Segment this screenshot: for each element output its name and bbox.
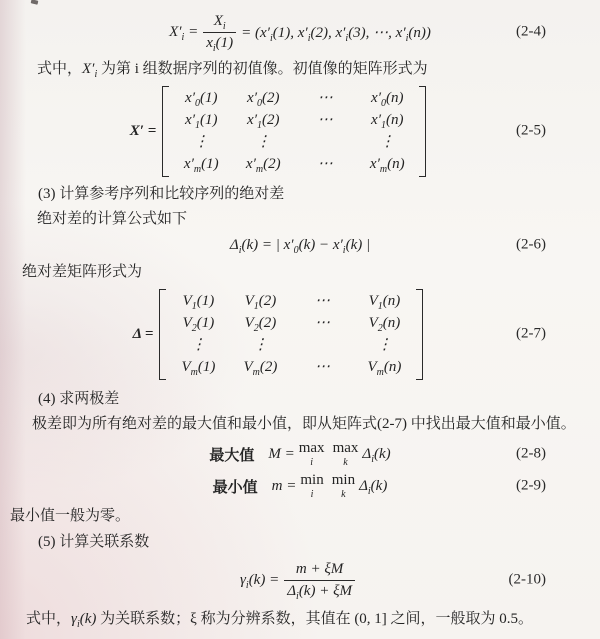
paragraph-abs-formula: 绝对差的计算公式如下: [37, 211, 188, 227]
matrix-cell: ⋮: [255, 133, 271, 150]
matrix-cell: ⋯: [314, 292, 330, 309]
left-bracket: [159, 289, 166, 380]
paragraph-text: 为关联系数；ξ 称为分辨系数，其值在 (0, 1] 之间，一般取为 0.5。: [96, 611, 534, 627]
operator: min: [300, 471, 324, 488]
paragraph-text: 为第 i 组数据序列的初值像。初值像的矩阵形式为: [97, 61, 428, 77]
equation-label: (2-7): [516, 325, 546, 342]
max-operator-k: [333, 441, 359, 468]
matrix-cell: $V_2(2)$: [244, 314, 277, 334]
matrix-grid: [173, 289, 409, 380]
operator-limit: k: [343, 456, 348, 468]
eq210-denominator: $\Delta_i(k) + \xi M$: [284, 580, 355, 601]
max-keyword: 最大值: [209, 447, 255, 464]
equation-2-4: [0, 9, 600, 55]
inline-math: $X'_i$: [82, 61, 98, 80]
eq24-lhs: $X'_i$ =: [169, 23, 199, 43]
left-bracket: [162, 86, 169, 177]
matrix-cell: $V_1(1)$: [182, 292, 215, 312]
equation-2-8: [0, 438, 600, 470]
paragraph-text: 式中，: [26, 611, 72, 627]
scan-artifact: [31, 0, 39, 5]
matrix-cell: ⋮: [376, 336, 392, 353]
equation-2-9: [0, 470, 600, 502]
max-operator-i: [299, 441, 325, 468]
section-heading-5: (5) 计算关联系数: [38, 534, 150, 550]
eq29-arg: $\Delta_i(k)$: [359, 477, 388, 497]
eq26-body: $\Delta_i(k)$ = | $x'_0(k) - x'_i(k)$ |: [229, 236, 371, 256]
section-heading-3: (3) 计算参考序列和比较序列的绝对差: [38, 186, 285, 202]
eq25-matrix: [162, 86, 426, 177]
matrix-cell: $x'_m(1)$: [183, 155, 219, 175]
matrix-cell: $V_m(1)$: [181, 358, 216, 378]
paragraph-zero: 最小值一般为零。: [10, 508, 131, 524]
eq24-numerator: $X_i$: [213, 12, 226, 32]
operator-limit: k: [341, 488, 346, 500]
matrix-cell: ⋮: [252, 336, 268, 353]
equation-label: (2-10): [508, 571, 546, 588]
eq28-pre: M =: [268, 445, 295, 462]
equation-label: (2-4): [516, 23, 546, 40]
equation-2-7: [0, 285, 578, 383]
min-operator-i: [300, 473, 323, 500]
paragraph-text: 式中，: [37, 61, 83, 77]
matrix-cell: ⋮: [190, 336, 206, 353]
operator-limit: i: [310, 456, 314, 468]
min-operator-k: [332, 473, 355, 500]
eq25-lhs: X′ =: [129, 122, 157, 139]
matrix-cell: $V_m(2)$: [243, 358, 278, 378]
matrix-grid: [176, 86, 412, 177]
matrix-cell: ⋯: [314, 314, 330, 331]
equation-2-10: [0, 556, 600, 604]
matrix-cell: $x'_1(2)$: [247, 111, 280, 131]
eq29-pre: m =: [271, 477, 297, 494]
inline-math: $\gamma_i(k)$: [71, 611, 97, 630]
equation-label: (2-8): [516, 445, 546, 462]
matrix-cell: $x'_0(n)$: [371, 89, 404, 109]
eq210-numerator: m + ξM: [295, 560, 344, 577]
operator: max: [332, 439, 359, 456]
matrix-cell: ⋯: [317, 155, 333, 172]
matrix-cell: ⋮: [193, 133, 209, 150]
eq24-rhs: = ($x'_i(1)$, $x'_i(2)$, $x'_i(3)$, ⋯, $x'_i(n)$): [241, 24, 431, 44]
matrix-cell: ⋮: [379, 133, 395, 150]
eq210-fraction: [284, 560, 355, 601]
matrix-cell: $x'_0(1)$: [185, 89, 218, 109]
matrix-cell: $V_2(n)$: [368, 314, 401, 334]
operator: min: [331, 471, 356, 488]
matrix-cell: $x'_0(2)$: [247, 89, 280, 109]
eq24-fraction: [203, 12, 236, 53]
eq24-denominator: $x_i(1)$: [203, 32, 236, 53]
matrix-cell: $V_1(n)$: [368, 292, 401, 312]
paragraph-initial-image: [0, 57, 600, 81]
matrix-cell: $V_m(n)$: [367, 358, 402, 378]
equation-2-6: [0, 232, 600, 258]
eq27-lhs: Δ =: [132, 325, 154, 342]
equation-2-5: [0, 83, 578, 179]
paragraph-abs-matrix: 绝对差矩阵形式为: [22, 264, 143, 280]
operator-limit: i: [310, 488, 314, 500]
right-bracket: [419, 86, 426, 177]
matrix-cell: $V_2(1)$: [182, 314, 215, 334]
matrix-cell: $V_1(2)$: [244, 292, 277, 312]
paragraph-coefficient: [0, 607, 600, 631]
operator: max: [298, 439, 325, 456]
matrix-cell: $x'_1(1)$: [185, 111, 218, 131]
eq210-lhs: $\gamma_i(k)$ =: [239, 571, 280, 591]
equation-label: (2-5): [516, 122, 546, 139]
min-keyword: 最小值: [212, 479, 258, 496]
equation-label: (2-9): [516, 477, 546, 494]
paragraph-range: 极差即为所有绝对差的最大值和最小值，即从矩阵式(2-7) 中找出最大值和最小值。: [32, 416, 576, 432]
section-heading-4: (4) 求两极差: [38, 391, 120, 407]
matrix-cell: ⋯: [317, 89, 333, 106]
matrix-cell: $x'_m(2)$: [245, 155, 281, 175]
right-bracket: [416, 289, 423, 380]
eq27-matrix: [159, 289, 423, 380]
matrix-cell: ⋯: [317, 111, 333, 128]
matrix-cell: ⋯: [314, 358, 330, 375]
equation-label: (2-6): [516, 236, 546, 253]
matrix-cell: $x'_m(n)$: [369, 155, 405, 175]
eq28-arg: $\Delta_i(k)$: [362, 445, 391, 465]
matrix-cell: $x'_1(n)$: [371, 111, 404, 131]
